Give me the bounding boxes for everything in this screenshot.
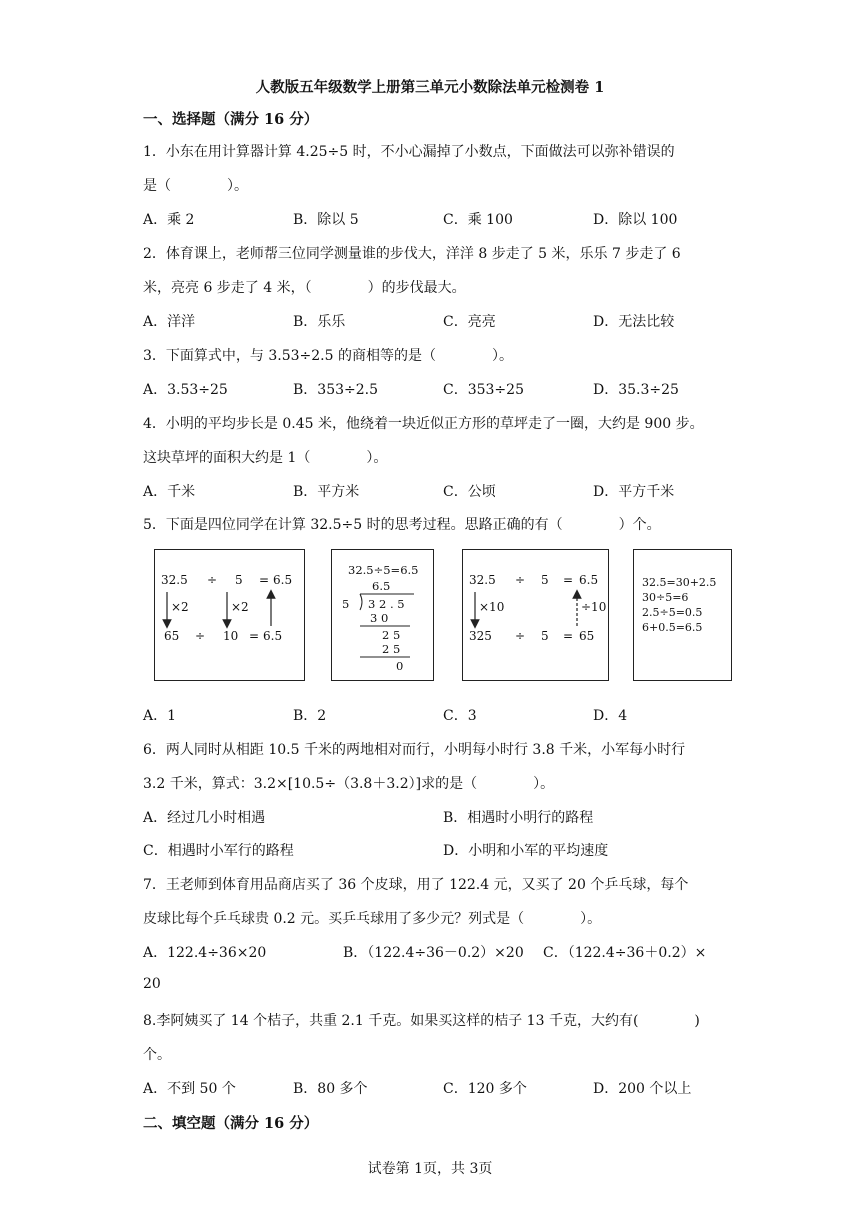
box2-long-division xyxy=(332,550,433,680)
box4-line-3: 2.5÷5=0.5 xyxy=(642,606,703,619)
q5-option-d[interactable]: D．4 xyxy=(593,708,628,724)
question-2-line-1: 2．体育课上，老师帮三位同学测量谁的步伐大，洋洋 8 步走了 5 米，乐乐 7 步走了 6 xyxy=(143,246,681,262)
q7-option-c-wrap: 20 xyxy=(143,976,161,992)
question-5-line-1: 5．下面是四位同学在计算 32.5÷5 时的思考过程。思路正确的有（ ）个。 xyxy=(143,517,661,533)
question-6-line-1: 6．两人同时从相距 10.5 千米的两地相对而行，小明每小时行 3.8 千米，小军每小时行 xyxy=(143,742,686,758)
box2-row-2: 2 5 xyxy=(382,628,401,642)
box3-diagram xyxy=(463,550,608,680)
box3-arrow-1-label: ×10 xyxy=(479,600,505,614)
thinking-box-3 xyxy=(462,549,609,681)
question-1-line-2: 是（ ）。 xyxy=(143,178,248,194)
box3-top-3: = xyxy=(563,573,574,587)
q4-option-d[interactable]: D．平方千米 xyxy=(593,484,675,500)
box3-top-1: ÷ xyxy=(515,573,526,587)
q7-option-a[interactable]: A．122.4÷36×20 xyxy=(143,945,267,961)
q6-option-b[interactable]: B．相遇时小明行的路程 xyxy=(443,810,594,826)
q3-option-c[interactable]: C．353÷25 xyxy=(443,382,524,398)
question-7-line-2: 皮球比每个乒乓球贵 0.2 元。买乒乓球用了多少元？列式是（ ）。 xyxy=(143,911,602,927)
box4-steps xyxy=(634,550,731,680)
q4-option-a[interactable]: A．千米 xyxy=(143,484,196,500)
q4-option-b[interactable]: B．平方米 xyxy=(293,484,360,500)
q2-option-b[interactable]: B．乐乐 xyxy=(293,314,346,330)
box1-top-0: 32.5 xyxy=(161,573,188,587)
q1-option-d[interactable]: D．除以 100 xyxy=(593,212,678,228)
question-8-line-1: 8.李阿姨买了 14 个桔子，共重 2.1 千克。如果买这样的桔子 13 千克，大约有( ) xyxy=(143,1013,700,1029)
box1-bottom-4: 6.5 xyxy=(263,629,283,643)
question-7-line-1: 7．王老师到体育用品商店买了 36 个皮球，用了 122.4 元，又买了 20 个乒乓球，每个 xyxy=(143,877,689,893)
q3-option-b[interactable]: B．353÷2.5 xyxy=(293,382,379,398)
q8-option-d[interactable]: D．200 个以上 xyxy=(593,1081,692,1097)
box1-top-2: 5 xyxy=(235,573,243,587)
box3-bottom-4: 65 xyxy=(579,629,595,643)
q6-option-c[interactable]: C．相遇时小军行的路程 xyxy=(143,843,294,859)
q5-option-b[interactable]: B．2 xyxy=(293,708,327,724)
page-title: 人教版五年级数学上册第三单元小数除法单元检测卷 1 xyxy=(255,79,605,96)
box3-bottom-2: 5 xyxy=(541,629,549,643)
box2-divisor: 5 xyxy=(342,597,350,611)
box1-bottom-3: = xyxy=(249,629,260,643)
q6-option-d[interactable]: D．小明和小军的平均速度 xyxy=(443,843,609,859)
box3-bottom-3: = xyxy=(563,629,574,643)
question-8-line-2: 个。 xyxy=(143,1047,171,1063)
thinking-box-2 xyxy=(331,549,434,681)
q3-option-d[interactable]: D．35.3÷25 xyxy=(593,382,679,398)
box2-dividend: 3 2 . 5 xyxy=(368,597,405,611)
box3-top-2: 5 xyxy=(541,573,549,587)
box1-arrow-1-label: ×2 xyxy=(171,600,189,614)
box1-top-1: ÷ xyxy=(207,573,218,587)
q7-option-c[interactable]: C．（122.4÷36＋0.2）× xyxy=(543,945,707,961)
box4-line-2: 30÷5=6 xyxy=(642,591,689,604)
q1-option-a[interactable]: A．乘 2 xyxy=(143,212,195,228)
question-4-line-2: 这块草坪的面积大约是 1（ ）。 xyxy=(143,450,388,466)
q2-option-d[interactable]: D．无法比较 xyxy=(593,314,675,330)
box1-arrow-2-label: ×2 xyxy=(231,600,249,614)
q2-option-c[interactable]: C．亮亮 xyxy=(443,314,496,330)
box2-equation: 32.5÷5=6.5 xyxy=(348,563,419,577)
box3-top-0: 32.5 xyxy=(469,573,496,587)
question-4-line-1: 4．小明的平均步长是 0.45 米，他绕着一块近似正方形的草坪走了一圈，大约是 900 步。 xyxy=(143,416,704,432)
q4-option-c[interactable]: C．公顷 xyxy=(443,484,496,500)
box3-arrow-2-label: ÷10 xyxy=(581,600,607,614)
section-heading-fill-in: 二、填空题（满分 16 分） xyxy=(143,1115,319,1132)
box1-diagram xyxy=(155,550,304,680)
thinking-box-4 xyxy=(633,549,732,681)
box2-row-4: 0 xyxy=(396,659,404,673)
q3-option-a[interactable]: A．3.53÷25 xyxy=(143,382,228,398)
question-2-line-2: 米，亮亮 6 步走了 4 米，（ ）的步伐最大。 xyxy=(143,280,466,296)
question-3-line-1: 3．下面算式中，与 3.53÷2.5 的商相等的是（ ）。 xyxy=(143,348,513,364)
question-6-line-2: 3.2 千米，算式：3.2×[10.5÷（3.8＋3.2）]求的是（ ）。 xyxy=(143,776,555,792)
thinking-box-1 xyxy=(154,549,305,681)
q1-option-b[interactable]: B．除以 5 xyxy=(293,212,359,228)
box2-row-3: 2 5 xyxy=(382,642,401,656)
box4-line-1: 32.5=30+2.5 xyxy=(642,576,717,589)
box3-bottom-1: ÷ xyxy=(515,629,526,643)
box3-bottom-0: 325 xyxy=(469,629,492,643)
box4-line-4: 6+0.5=6.5 xyxy=(642,621,703,634)
box1-top-3: = xyxy=(259,573,270,587)
q6-option-a[interactable]: A．经过几小时相遇 xyxy=(143,810,266,826)
q2-option-a[interactable]: A．洋洋 xyxy=(143,314,196,330)
q8-option-a[interactable]: A．不到 50 个 xyxy=(143,1081,236,1097)
box2-row-1: 3 0 xyxy=(370,611,389,625)
q5-option-c[interactable]: C．3 xyxy=(443,708,477,724)
page-footer: 试卷第 1页，共 3页 xyxy=(367,1161,493,1177)
box1-top-4: 6.5 xyxy=(273,573,293,587)
q8-option-c[interactable]: C．120 多个 xyxy=(443,1081,527,1097)
question-1-line-1: 1．小东在用计算器计算 4.25÷5 时，不小心漏掉了小数点，下面做法可以弥补错误的 xyxy=(143,144,675,160)
box3-top-4: 6.5 xyxy=(579,573,599,587)
section-heading-choice: 一、选择题（满分 16 分） xyxy=(143,111,319,128)
q1-option-c[interactable]: C．乘 100 xyxy=(443,212,513,228)
box1-bottom-1: ÷ xyxy=(195,629,206,643)
box2-quotient: 6.5 xyxy=(372,579,391,593)
q5-option-a[interactable]: A．1 xyxy=(143,708,177,724)
q7-option-b[interactable]: B．（122.4÷36－0.2）×20 xyxy=(343,945,524,961)
box1-bottom-2: 10 xyxy=(223,629,239,643)
q8-option-b[interactable]: B．80 多个 xyxy=(293,1081,368,1097)
box1-bottom-0: 65 xyxy=(164,629,180,643)
